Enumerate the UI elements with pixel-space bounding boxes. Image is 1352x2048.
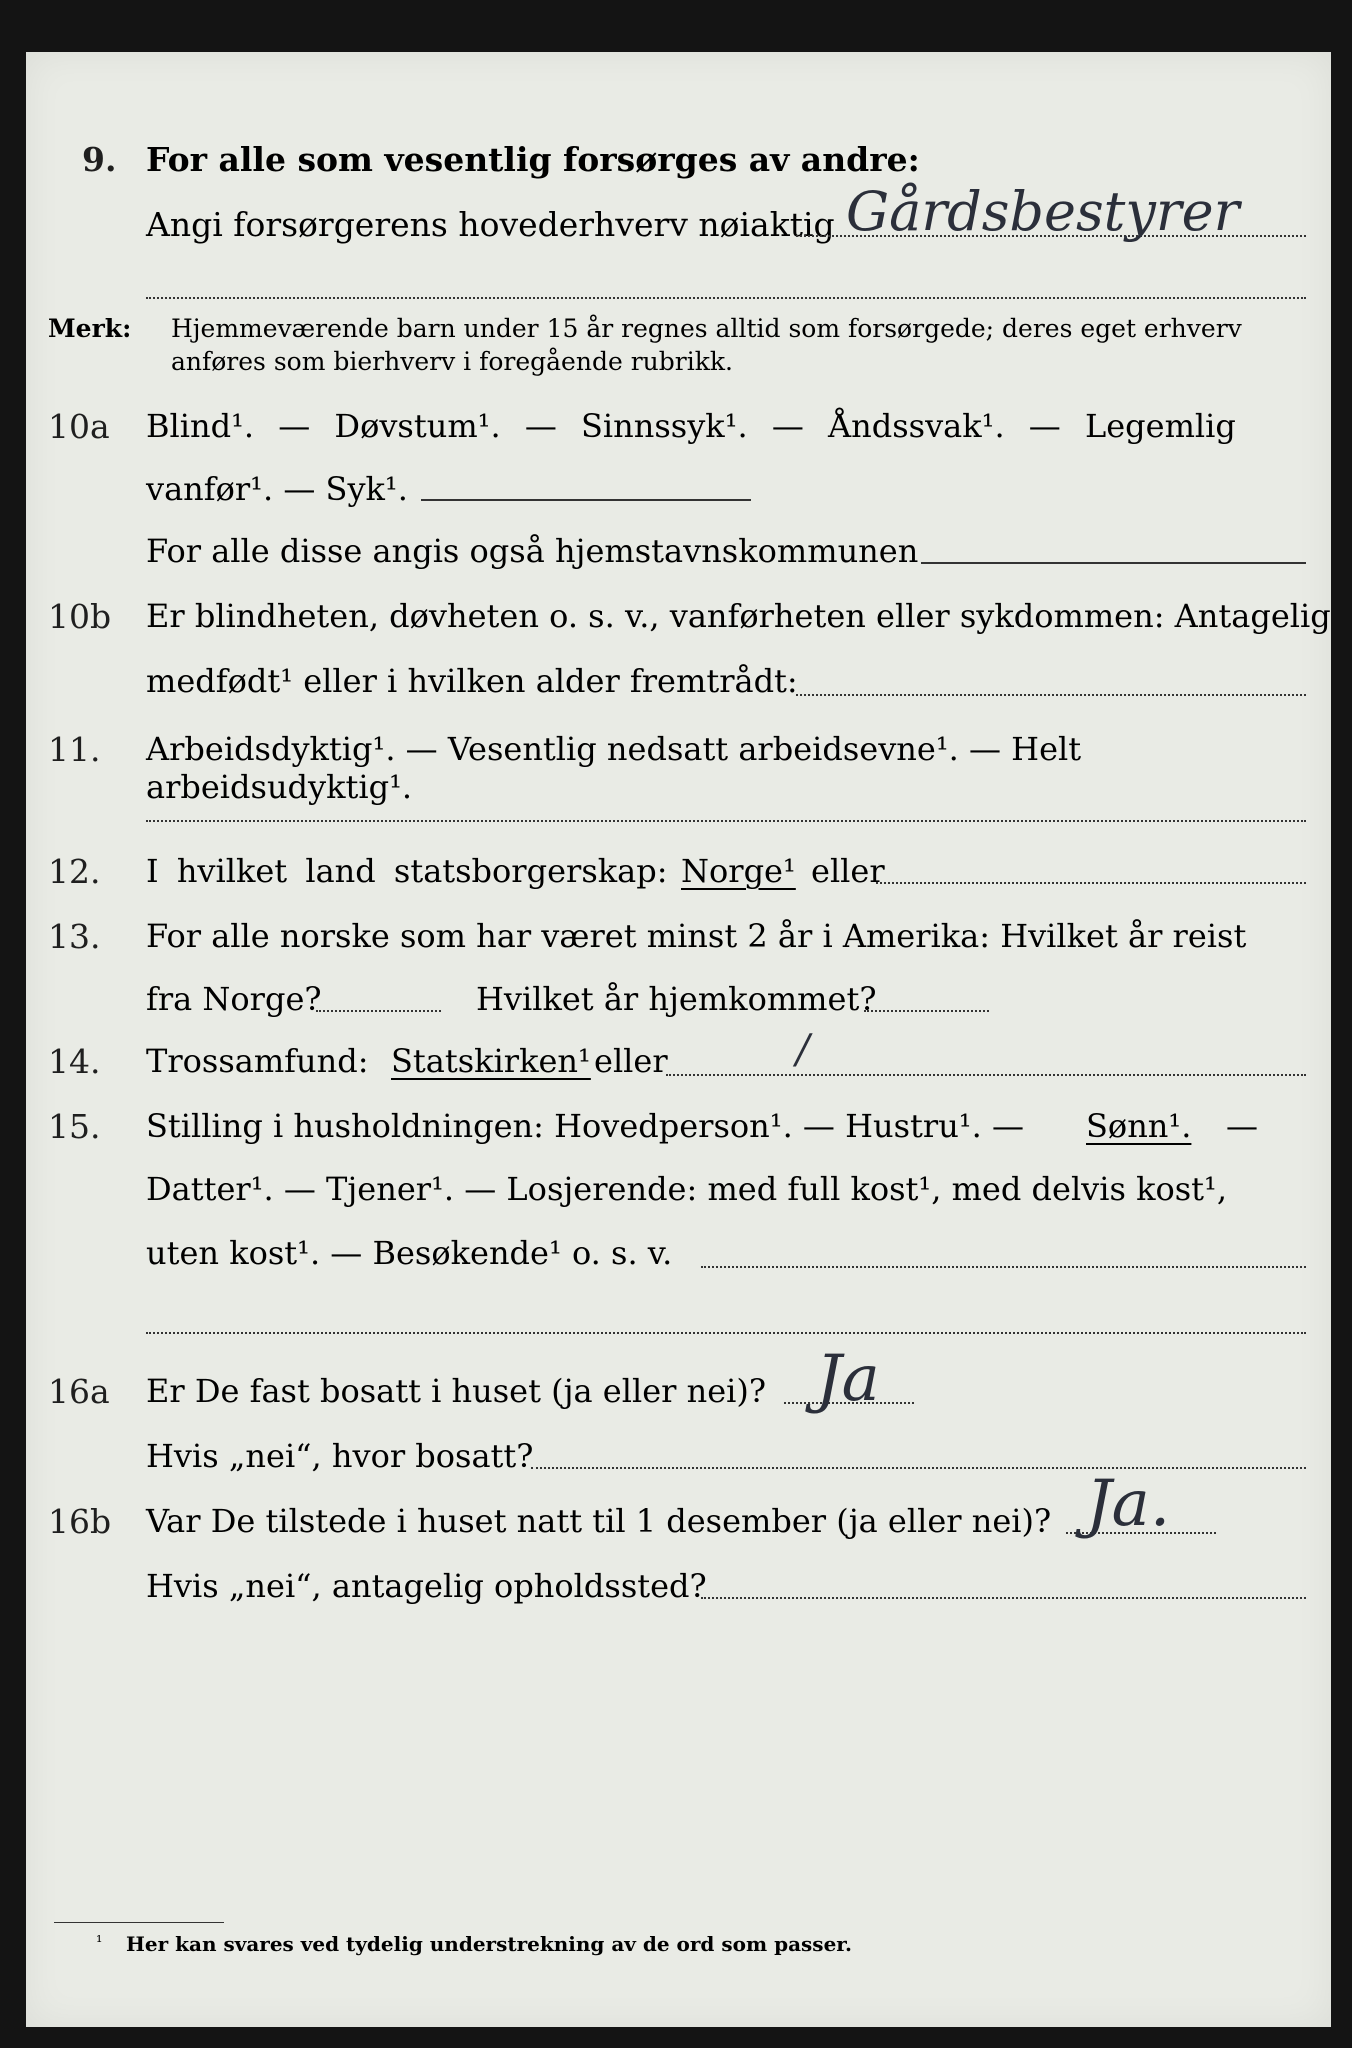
- q10b-line2: medfødt¹ eller i hvilken alder fremtrådt:: [146, 662, 798, 700]
- merk-label: Merk:: [48, 314, 132, 343]
- q10a-line2-answer: [421, 499, 751, 501]
- q10b-answer-line: [796, 694, 1306, 696]
- q15-number: 15.: [48, 1107, 101, 1146]
- q13-number: 13.: [48, 917, 101, 956]
- q9-handwritten-answer: Gårdsbestyrer: [846, 180, 1240, 243]
- q13-line2b: Hvilket år hjemkommet?: [476, 980, 877, 1018]
- q11-line1: Arbeidsdyktig¹. — Vesentlig nedsatt arbeidsevne¹. — Helt arbeidsudyktig¹.: [146, 730, 1082, 806]
- q16b-line1: Var De tilstede i huset natt til 1 desember (ja eller nei)?: [146, 1502, 1052, 1540]
- merk-line2: anføres som bierhverv i foregående rubrikk.: [171, 347, 733, 376]
- q9-number: 9.: [82, 140, 117, 179]
- q14-text: Trossamfund:: [146, 1042, 369, 1080]
- q15-extra-line: [146, 1332, 1306, 1334]
- q14-tail: eller: [594, 1042, 668, 1080]
- q16a-line2: Hvis „nei“, hvor bosatt?: [146, 1437, 534, 1475]
- q16a-handwritten-answer: Ja: [816, 1342, 880, 1416]
- q15-line2: Datter¹. — Tjener¹. — Losjerende: med full kost¹, med delvis kost¹,: [146, 1170, 1228, 1208]
- q15-line1a: Stilling i husholdningen: Hovedperson¹. — Hustru¹. —: [146, 1107, 1024, 1145]
- q12-text: I hvilket land statsborgerskap:: [146, 852, 668, 890]
- q15-line3: uten kost¹. — Besøkende¹ o. s. v.: [146, 1234, 673, 1272]
- q16b-number: 16b: [48, 1502, 112, 1541]
- q14-answer-line: [666, 1074, 1306, 1076]
- q11-number: 11.: [48, 730, 101, 769]
- q11-answer-line: [146, 820, 1306, 822]
- q14-number: 14.: [48, 1042, 101, 1081]
- q12-option-underlined: Norge¹: [681, 852, 796, 890]
- q10b-line1: Er blindheten, døvheten o. s. v., vanførheten eller sykdommen: Antagelig: [146, 597, 1331, 635]
- q10a-number: 10a: [48, 407, 110, 446]
- q13-line1: For alle norske som har været minst 2 år i Amerika: Hvilket år reist: [146, 917, 1247, 955]
- q10a-line3: For alle disse angis også hjemstavnskommunen: [146, 532, 919, 570]
- q9-prompt: Angi forsørgerens hovederhverv nøiaktig: [146, 205, 835, 244]
- footnote-text: Her kan svares ved tydelig understrekning av de ord som passer.: [126, 1932, 852, 1956]
- q10a-line1: Blind¹. — Døvstum¹. — Sinnssyk¹. — Åndssvak¹. — Legemlig: [146, 407, 1236, 445]
- q13-year-home-line: [864, 1010, 989, 1012]
- q16b-handwritten-answer: Ja.: [1086, 1467, 1171, 1541]
- q10b-number: 10b: [48, 597, 112, 636]
- q16b-place-line: [701, 1597, 1306, 1599]
- q15-option-underlined: Sønn¹.: [1086, 1107, 1192, 1145]
- q16a-line1: Er De fast bosatt i huset (ja eller nei)?: [146, 1372, 767, 1410]
- merk-line1: Hjemmeværende barn under 15 år regnes alltid som forsørgede; deres eget erhverv: [171, 314, 1242, 343]
- q12-number: 12.: [48, 852, 101, 891]
- q15-line1c: —: [1226, 1107, 1258, 1145]
- q14-handwritten-mark: /: [796, 1027, 810, 1073]
- q13-year-left-line: [316, 1010, 441, 1012]
- footnote-mark: ¹: [96, 1932, 103, 1951]
- q9-extra-line: [146, 297, 1306, 299]
- q16a-number: 16a: [48, 1372, 110, 1411]
- census-form-page: [26, 52, 1331, 2027]
- footnote-rule: [54, 1922, 224, 1923]
- q9-title: For alle som vesentlig forsørges av andre:: [146, 140, 920, 179]
- q14-option-underlined: Statskirken¹: [391, 1042, 591, 1080]
- q16a-where-line: [531, 1467, 1306, 1469]
- q10a-line2: vanfør¹. — Syk¹.: [146, 470, 408, 508]
- q15-answer-line: [701, 1266, 1306, 1268]
- q16b-line2: Hvis „nei“, antagelig opholdssted?: [146, 1567, 707, 1605]
- q12-answer-line: [876, 882, 1306, 884]
- q10a-line3-answer: [921, 562, 1306, 564]
- q13-line2a: fra Norge?: [146, 980, 322, 1018]
- q12-tail: eller: [811, 852, 885, 890]
